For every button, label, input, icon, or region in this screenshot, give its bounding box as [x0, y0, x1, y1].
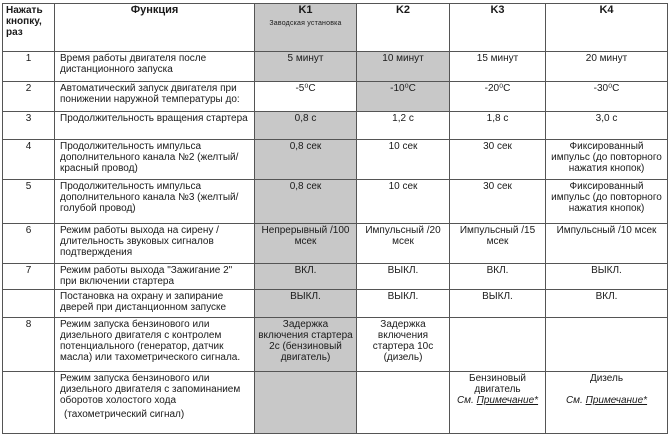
row-k4-value: [546, 372, 668, 434]
row-k4-value: 3,0 с: [546, 112, 668, 140]
row-k3-value: [450, 318, 546, 372]
row-function: Автоматический запуск двигателя при понижении наружной температуры до:: [55, 82, 255, 112]
row-number: 7: [3, 264, 55, 290]
row-k4-value: ВКЛ.: [546, 290, 668, 318]
row-k2-value: [357, 372, 450, 434]
row-function: Продолжительность импульса дополнительного канала №2 (желтый/красный провод): [55, 140, 255, 180]
row-k4-value: -30⁰С: [546, 82, 668, 112]
row-k3-value: [450, 372, 546, 434]
row-number: [3, 290, 55, 318]
row-function: Постановка на охрану и запирание дверей при дистанционном запуске: [55, 290, 255, 318]
row-number: 8: [3, 318, 55, 372]
row-k3-value: -20⁰С: [450, 82, 546, 112]
row-k3-note-link[interactable]: Примечание*: [476, 395, 539, 406]
row-k2-value: 10 сек: [357, 140, 450, 180]
row-k1-value: 0,8 сек: [255, 180, 357, 224]
header-k2: K2: [357, 4, 450, 52]
row-k3-value: 30 сек: [450, 140, 546, 180]
row-k1-value: ВКЛ.: [255, 264, 357, 290]
row-k1-value: Задержка включения стартера 2с (бензиновый двигатель): [255, 318, 357, 372]
row-number: 4: [3, 140, 55, 180]
table-row: [3, 318, 668, 372]
row-k4-value: 20 минут: [546, 52, 668, 82]
row-number: 5: [3, 180, 55, 224]
table-row: [3, 264, 668, 290]
row-k3-value: ВЫКЛ.: [450, 290, 546, 318]
row-k2-value: 1,2 с: [357, 112, 450, 140]
table-row: [3, 140, 668, 180]
header-function: Функция: [55, 4, 255, 52]
row-k2-value: ВЫКЛ.: [357, 264, 450, 290]
header-k4: K4: [546, 4, 668, 52]
row-k4-note-prefix: См.: [565, 395, 583, 406]
settings-table-wrapper: [2, 3, 667, 437]
row-number: 3: [3, 112, 55, 140]
row-function: Режим работы выхода на сирену /длительность звуковых сигналов подтверждения: [55, 224, 255, 264]
settings-table: [2, 3, 668, 434]
row-number: 1: [3, 52, 55, 82]
row-k4-value: Импульсный /10 мсек: [546, 224, 668, 264]
header-k1: [255, 4, 357, 52]
row-k1-value: [255, 372, 357, 434]
row-k4-value: [546, 318, 668, 372]
row-number: [3, 372, 55, 434]
row-k1-value: 0,8 с: [255, 112, 357, 140]
row-k4-text: Дизель: [589, 373, 624, 384]
row-k3-value: 15 минут: [450, 52, 546, 82]
table-row: [3, 180, 668, 224]
table-row: [3, 372, 668, 434]
row-k1-value: 0,8 сек: [255, 140, 357, 180]
row-k3-text: Бензиновый двигатель: [469, 373, 526, 395]
header-k1-factory-setting: Заводская установка: [269, 20, 342, 27]
row-k2-value: 10 сек: [357, 180, 450, 224]
header-k3: K3: [450, 4, 546, 52]
row-k1-value: Непрерывный /100 мсек: [255, 224, 357, 264]
row-function: Режим работы выхода "Зажигание 2" при включении стартера: [55, 264, 255, 290]
row-function: Продолжительность импульса дополнительного канала №3 (желтый/голубой провод): [55, 180, 255, 224]
table-row: [3, 224, 668, 264]
table-row: [3, 112, 668, 140]
table-row: [3, 290, 668, 318]
row-k2-value: ВЫКЛ.: [357, 290, 450, 318]
row-function: Режим запуска бензинового или дизельного двигателя с контролем потенциального (генератор, датчик масла) или тахометрического сигнала.: [55, 318, 255, 372]
row-k4-note-link[interactable]: Примечание*: [585, 395, 648, 406]
table-row: [3, 82, 668, 112]
row-k4-value: ВЫКЛ.: [546, 264, 668, 290]
row-k3-note-prefix: См.: [456, 395, 474, 406]
header-press-count: Нажать кнопку, раз: [3, 4, 55, 52]
row-k3-value: 30 сек: [450, 180, 546, 224]
row-k2-value: Импульсный /20 мсек: [357, 224, 450, 264]
row-k1-value: -5⁰С: [255, 82, 357, 112]
row-k2-value: -10⁰С: [357, 82, 450, 112]
table-row: [3, 52, 668, 82]
row-k4-value: Фиксированный импульс (до повторного нажатия кнопок): [546, 180, 668, 224]
row-k3-value: 1,8 с: [450, 112, 546, 140]
row-k4-value: Фиксированный импульс (до повторного нажатия кнопок): [546, 140, 668, 180]
row-k2-value: Задержка включения стартера 10с (дизель): [357, 318, 450, 372]
row-function: [55, 372, 255, 434]
row-number: 2: [3, 82, 55, 112]
row-function-note: (тахометрический сигнал): [64, 409, 185, 420]
row-function: Время работы двигателя после дистанционного запуска: [55, 52, 255, 82]
row-k1-value: ВЫКЛ.: [255, 290, 357, 318]
header-k1-label: K1: [298, 4, 313, 16]
row-function: Продолжительность вращения стартера: [55, 112, 255, 140]
header-row: [3, 4, 668, 52]
row-function-text: Режим запуска бензинового или дизельного двигателя с запоминанием оборотов холостого хода: [60, 373, 241, 406]
row-k2-value: 10 минут: [357, 52, 450, 82]
row-k3-value: Импульсный /15 мсек: [450, 224, 546, 264]
row-k1-value: 5 минут: [255, 52, 357, 82]
row-k3-value: ВКЛ.: [450, 264, 546, 290]
row-number: 6: [3, 224, 55, 264]
